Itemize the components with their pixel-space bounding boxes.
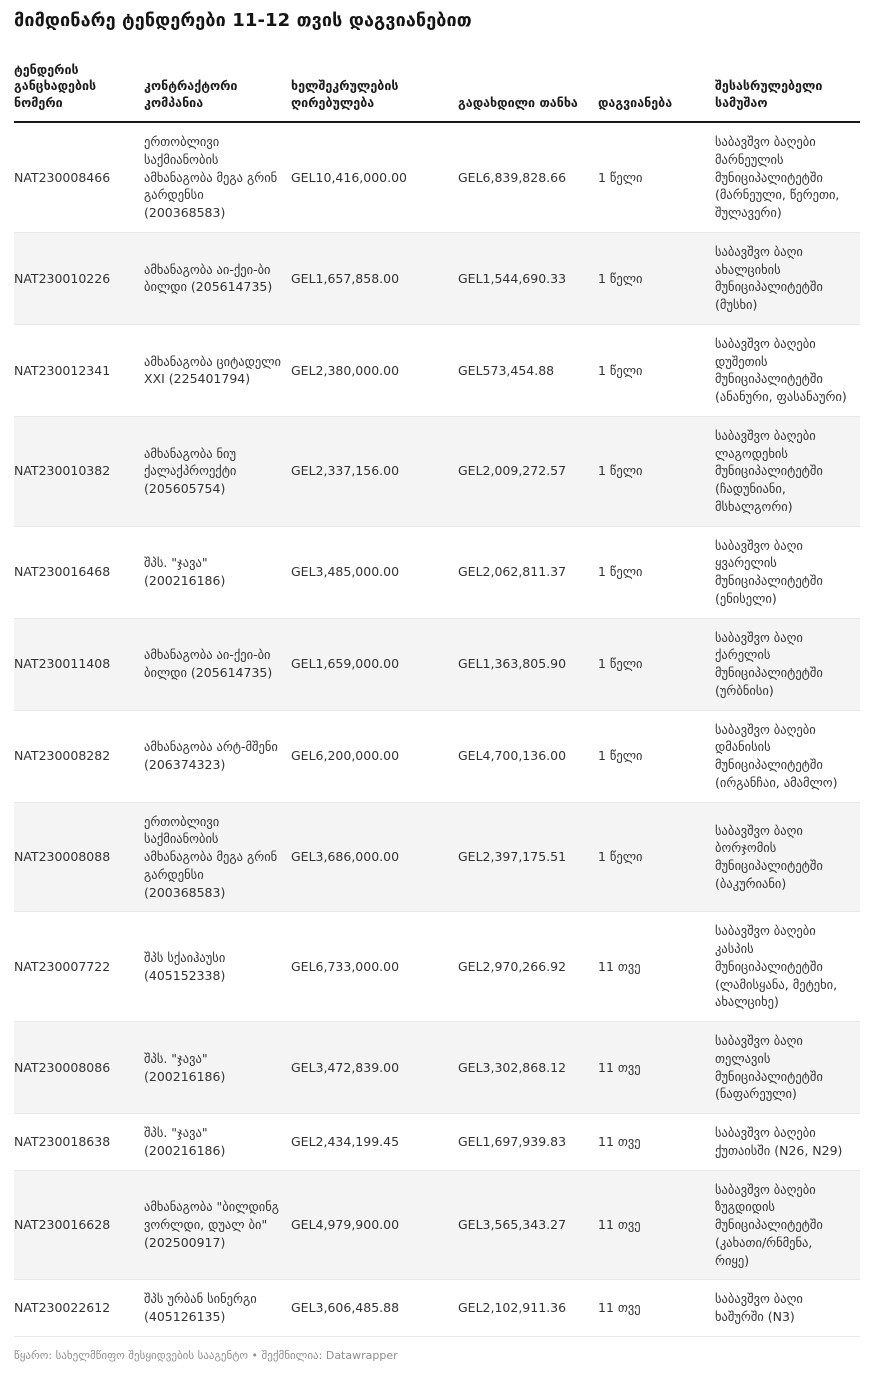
cell-tender-number: NAT230010226 [14,232,144,324]
cell-delay: 1 წელი [598,710,715,802]
cell-delay: 11 თვე [598,1114,715,1171]
cell-contract-value: GEL3,472,839.00 [291,1022,458,1114]
cell-paid-amount: GEL2,009,272.57 [458,416,598,526]
cell-work: საბავშვო ბაღები ზუგდიდის მუნიციპალიტეტში (კახათი/რნმენა, რიყე) [715,1170,860,1280]
cell-tender-number: NAT230008086 [14,1022,144,1114]
cell-work: საბავშვო ბაღები მარნეულის მუნიციპალიტეტში (მარნეული, წერეთი, შულავერი) [715,122,860,232]
cell-tender-number: NAT230018638 [14,1114,144,1171]
cell-contractor: ამხანაგობა არტ-მშენი (206374323) [144,710,291,802]
table-body [14,122,860,1336]
table-row [14,232,860,324]
table-row [14,416,860,526]
cell-contract-value: GEL1,659,000.00 [291,618,458,710]
cell-paid-amount: GEL2,062,811.37 [458,526,598,618]
cell-paid-amount: GEL3,565,343.27 [458,1170,598,1280]
cell-contractor: ამხანაგობა აი-ქეი-ბი ბილდი (205614735) [144,232,291,324]
table-header [14,62,860,123]
cell-contract-value: GEL10,416,000.00 [291,122,458,232]
cell-work: საბავშვო ბაღი ბორჯომის მუნიციპალიტეტში (ბაკურიანი) [715,802,860,912]
footer-separator: • [248,1348,262,1362]
cell-paid-amount: GEL2,970,266.92 [458,912,598,1022]
cell-paid-amount: GEL2,397,175.51 [458,802,598,912]
col-header-delay: დაგვიანება [598,62,715,123]
table-row [14,710,860,802]
cell-tender-number: NAT230016468 [14,526,144,618]
cell-paid-amount: GEL4,700,136.00 [458,710,598,802]
table-row [14,122,860,232]
cell-tender-number: NAT230012341 [14,324,144,416]
cell-tender-number: NAT230011408 [14,618,144,710]
cell-contractor: ამხანაგობა აი-ქეი-ბი ბილდი (205614735) [144,618,291,710]
cell-delay: 1 წელი [598,618,715,710]
cell-contract-value: GEL3,485,000.00 [291,526,458,618]
col-header-contract-value: ხელშეკრულების ღირებულება [291,62,458,123]
table-row [14,1170,860,1280]
cell-work: საბავშვო ბაღი ქარელის მუნიციპალიტეტში (ურბნისი) [715,618,860,710]
cell-contractor: ამხანაგობა "ბილდინგ ვორლდი, დუალ ბი" (202500917) [144,1170,291,1280]
cell-contractor: შპს. "ჯავა" (200216186) [144,1114,291,1171]
cell-delay: 11 თვე [598,912,715,1022]
cell-tender-number: NAT230022612 [14,1280,144,1337]
cell-contract-value: GEL3,686,000.00 [291,802,458,912]
cell-paid-amount: GEL1,697,939.83 [458,1114,598,1171]
cell-contractor: ერთობლივი საქმიანობის ამხანაგობა მეგა გრინ გარდენსი (200368583) [144,122,291,232]
chart-title: მიმდინარე ტენდერები 11-12 თვის დაგვიანებით [14,10,472,31]
table-row [14,1114,860,1171]
cell-paid-amount: GEL1,544,690.33 [458,232,598,324]
table-row [14,1280,860,1337]
cell-paid-amount: GEL1,363,805.90 [458,618,598,710]
cell-contractor: შპს ურბან სინერგი (405126135) [144,1280,291,1337]
cell-contractor: ამხანაგობა ციტადელი XXI (225401794) [144,324,291,416]
cell-contract-value: GEL2,337,156.00 [291,416,458,526]
cell-work: საბავშვო ბაღები დმანისის მუნიციპალიტეტში (ირგანჩაი, ამამლო) [715,710,860,802]
cell-tender-number: NAT230008282 [14,710,144,802]
cell-contractor: შპს. "ჯავა" (200216186) [144,1022,291,1114]
col-header-tender-number: ტენდერის განცხადების ნომერი [14,62,144,123]
cell-paid-amount: GEL2,102,911.36 [458,1280,598,1337]
cell-contract-value: GEL1,657,858.00 [291,232,458,324]
cell-work: საბავშვო ბაღი ყვარელის მუნიციპალიტეტში (ენისელი) [715,526,860,618]
header-row [14,62,860,123]
cell-delay: 1 წელი [598,324,715,416]
col-header-work: შესასრულებელი სამუშაო [715,62,860,123]
cell-delay: 11 თვე [598,1280,715,1337]
cell-contract-value: GEL3,606,485.88 [291,1280,458,1337]
cell-work: საბავშვო ბაღები კასპის მუნიციპალიტეტში (ლამისყანა, მეტეხი, ახალციხე) [715,912,860,1022]
cell-delay: 1 წელი [598,122,715,232]
table-row [14,802,860,912]
cell-contractor: შპს. "ჯავა" (200216186) [144,526,291,618]
cell-paid-amount: GEL573,454.88 [458,324,598,416]
table-row [14,526,860,618]
cell-contractor: შპს სქაიჰაუსი (405152338) [144,912,291,1022]
cell-tender-number: NAT230007722 [14,912,144,1022]
cell-paid-amount: GEL6,839,828.66 [458,122,598,232]
table-row [14,618,860,710]
cell-contractor: ერთობლივი საქმიანობის ამხანაგობა მეგა გრინ გარდენსი (200368583) [144,802,291,912]
cell-tender-number: NAT230008466 [14,122,144,232]
cell-work: საბავშვო ბაღები ქუთაისში (N26, N29) [715,1114,860,1171]
cell-work: საბავშვო ბაღი ახალციხის მუნიციპალიტეტში (მუსხი) [715,232,860,324]
cell-work: საბავშვო ბაღი თელავის მუნიციპალიტეტში (ნაფარეული) [715,1022,860,1114]
table-row [14,912,860,1022]
cell-work: საბავშვო ბაღები დუშეთის მუნიციპალიტეტში (ანანური, ფასანაური) [715,324,860,416]
cell-delay: 1 წელი [598,526,715,618]
col-header-paid-amount: გადახდილი თანხა [458,62,598,123]
source-line [14,1349,860,1363]
source-text: წყარო: სახელმწიფო შესყიდვების სააგენტო [14,1348,249,1362]
cell-delay: 1 წელი [598,232,715,324]
cell-contractor: ამხანაგობა ნიუ ქალაქპროექტი (205605754) [144,416,291,526]
tenders-table [14,62,860,1337]
col-header-contractor: კონტრაქტორი კომპანია [144,62,291,123]
cell-contract-value: GEL6,200,000.00 [291,710,458,802]
table-row [14,1022,860,1114]
credit-text: შექმნილია: Datawrapper [261,1348,398,1362]
table-row [14,324,860,416]
cell-tender-number: NAT230008088 [14,802,144,912]
cell-tender-number: NAT230010382 [14,416,144,526]
cell-delay: 11 თვე [598,1022,715,1114]
cell-contract-value: GEL2,434,199.45 [291,1114,458,1171]
cell-contract-value: GEL6,733,000.00 [291,912,458,1022]
cell-work: საბავშვო ბაღი ხაშურში (N3) [715,1280,860,1337]
cell-delay: 1 წელი [598,802,715,912]
cell-contract-value: GEL4,979,900.00 [291,1170,458,1280]
cell-contract-value: GEL2,380,000.00 [291,324,458,416]
cell-delay: 1 წელი [598,416,715,526]
cell-delay: 11 თვე [598,1170,715,1280]
cell-tender-number: NAT230016628 [14,1170,144,1280]
cell-work: საბავშვო ბაღები ლაგოდეხის მუნიციპალიტეტში (ჩადუნიანი, მსხალგორი) [715,416,860,526]
cell-paid-amount: GEL3,302,868.12 [458,1022,598,1114]
